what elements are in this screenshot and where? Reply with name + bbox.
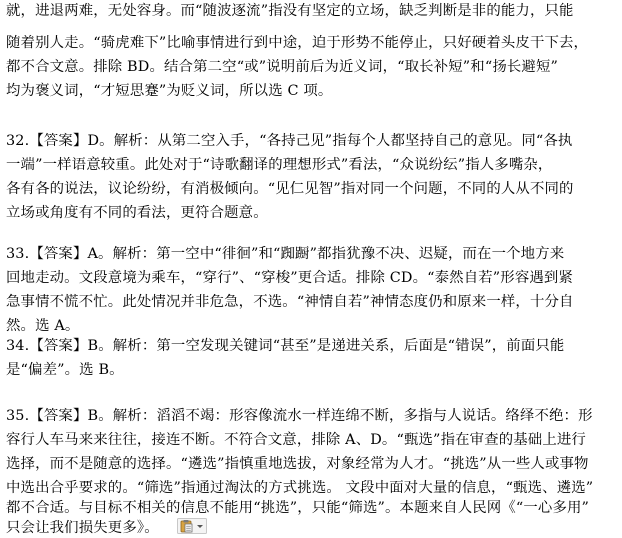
clipboard-paste-icon xyxy=(177,518,207,534)
text-line: 34.【答案】B。解析：第一空发现关键词“甚至”是递进关系，后面是“错误”，前面只能 xyxy=(6,338,565,354)
text-line: 中选出合乎要求的。“筛选”指通过淘汰的方式挑选。 文段中面对大量的信息，“甄选、遴选” xyxy=(6,480,594,496)
text-line: 32.【答案】D。解析：从第二空入手，“各持己见”指每个人都坚持自己的意见。同“各执 xyxy=(6,133,573,149)
text-line: 只会让我们损失更多》。 xyxy=(6,520,159,536)
text-line: 均为褒义词，“才短思蹇”为贬义词，所以选 C 项。 xyxy=(6,83,333,99)
paste-options-button[interactable] xyxy=(177,518,207,534)
text-line: 随着别人走。“骑虎难下”比喻事情进行到中途，迫于形势不能停止，只好硬着头皮干下去， xyxy=(6,35,589,51)
text-line: 立场或角度有不同的看法，更符合题意。 xyxy=(6,205,268,221)
text-line: 急事情不慌不忙。此处情况并非危急，不选。“神情自若”神情态度仍和原来一样，十分自 xyxy=(6,294,574,310)
text-line: 容行人车马来来往往，接连不断。不符合文意，排除 A、D。“甄选”指在审查的基础上进行 xyxy=(6,432,586,448)
text-line: 是“偏差”。选 B。 xyxy=(6,362,124,378)
text-line: 回地走动。文段意境为乘车，“穿行”、“穿梭”更合适。排除 CD。“泰然自若”形容遇到紧 xyxy=(6,270,573,286)
text-line: 33.【答案】A。解析：第一空中“徘徊”和“踟蹰”都指犹豫不决、迟疑，而在一个地方来 xyxy=(6,246,565,262)
text-line: 选择，而不是随意的选择。“遴选”指慎重地选拔，对象经常为人才。“挑选”从一些人或事物 xyxy=(6,456,589,472)
text-line: 就，进退两难，无处容身。而“随波逐流”指没有坚定的立场，缺乏判断是非的能力，只能 xyxy=(6,3,574,19)
text-line: 一端”一样语意较重。此处对于“诗歌翻译的理想形式”看法，“众说纷纭”指人多嘴杂， xyxy=(6,157,553,173)
text-line: 各有各的说法，议论纷纷，有消极倾向。“见仁见智”指对同一个问题，不同的人从不同的 xyxy=(6,181,574,197)
text-line: 35.【答案】B。解析：滔滔不竭：形容像流水一样连绵不断，多指与人说话。络绎不绝：形 xyxy=(6,408,593,424)
text-line: 都不合适。与目标不相关的信息不能用“挑选”，只能“筛选”。本题来自人民网《“一心多用” xyxy=(6,500,590,516)
text-line: 然。选 A。 xyxy=(6,318,80,334)
text-line: 都不合文意。排除 BD。结合第二空“或”说明前后为近义词，“取长补短”和“扬长避短” xyxy=(6,59,559,75)
